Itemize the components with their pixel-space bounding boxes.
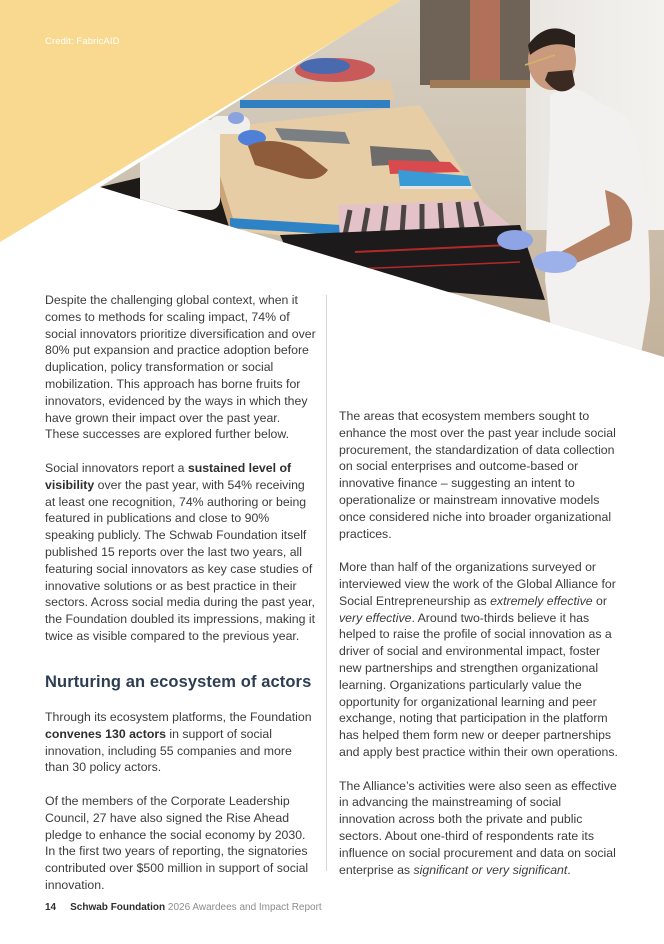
left-column — [45, 292, 317, 662]
bold-highlight: convenes 130 actors — [45, 726, 166, 741]
text-span: The Alliance’s activities were also seen as effective in advancing the mainstreaming of social innovation across both the private and public sectors. About one-third of respondents rate its influence on social procurement and data on social enterprise as — [339, 778, 617, 877]
text-span: . Around two-thirds believe it has helped to raise the profile of social innovation as a driver of social and environmental impact, foster new partnerships and strengthen organizational learning. Organizations particularly value the opportunity for organizational learning and peer exchange, noting that participation in the platform has helped them form new or deeper partnerships and apply best practice within their own operations. — [339, 610, 618, 759]
bold-highlight: sustained level of visibility — [45, 460, 292, 492]
column-divider — [326, 295, 327, 871]
visibility-paragraph — [45, 460, 317, 645]
text-span: More than half of the organizations surveyed or interviewed view the work of the Global Alliance for Social Entrepreneurship as — [339, 560, 616, 608]
italic-emphasis: extremely effective — [490, 593, 593, 608]
page-footer — [45, 902, 322, 913]
ecosystem-paragraph — [45, 709, 317, 776]
intro-paragraph: Despite the challenging global context, when it comes to methods for scaling impact, 74% of social innovators prioritize diversification and over 80% put expansion and practice adoption before duplication, policy transformation or social mobilization. This approach has borne fruits for innovators, evidenced by the ways in which they have grown their impact over the past year. These successes are explored further below. — [45, 293, 316, 442]
section-heading: Nurturing an ecosystem of actors — [45, 673, 312, 691]
alliance-paragraph — [339, 559, 619, 761]
photo-credit: Credit: FabricAID — [45, 36, 120, 47]
areas-paragraph: The areas that ecosystem members sought to enhance the most over the past year include social procurement, the standardization of data collection on social enterprises and outcome-based or innovative finance – suggesting an intent to operationalize or mainstream innovative models once considered niche into broader organizational practices. — [339, 409, 616, 541]
text-span: Social innovators report a — [45, 460, 188, 475]
right-column — [339, 408, 619, 895]
text-span: Through its ecosystem platforms, the Foundation — [45, 710, 312, 724]
text-span: . — [567, 862, 571, 877]
footer-organization: Schwab Foundation — [70, 902, 166, 913]
left-column-section — [45, 709, 317, 911]
italic-emphasis: significant or very significant — [413, 862, 568, 877]
footer-report-title: 2026 Awardees and Impact Report — [167, 902, 322, 913]
text-span: or — [592, 593, 607, 608]
page-number: 14 — [45, 902, 57, 913]
italic-emphasis: very effective — [339, 610, 412, 625]
pledge-paragraph: Of the members of the Corporate Leadership Council, 27 have also signed the Rise Ahead pledge to enhance the social economy by 2030. In the first two years of reporting, the signatories contributed over $500 million in support of social innovation. — [45, 793, 309, 892]
mainstreaming-paragraph — [339, 778, 619, 879]
text-span: in support of social innovation, including 55 companies and more than 30 policy actors. — [45, 726, 292, 775]
text-span: over the past year, with 54% receiving at least one recognition, 74% authoring or being featured in publications and close to 90% speaking publicly. The Schwab Foundation itself published 15 reports over the last two years, all featuring social innovators as key case studies of innovative solutions or as best practice in their sectors. Across social media during the past year, the Foundation doubled its impressions, making it twice as visible compared to the previous year. — [45, 477, 315, 643]
